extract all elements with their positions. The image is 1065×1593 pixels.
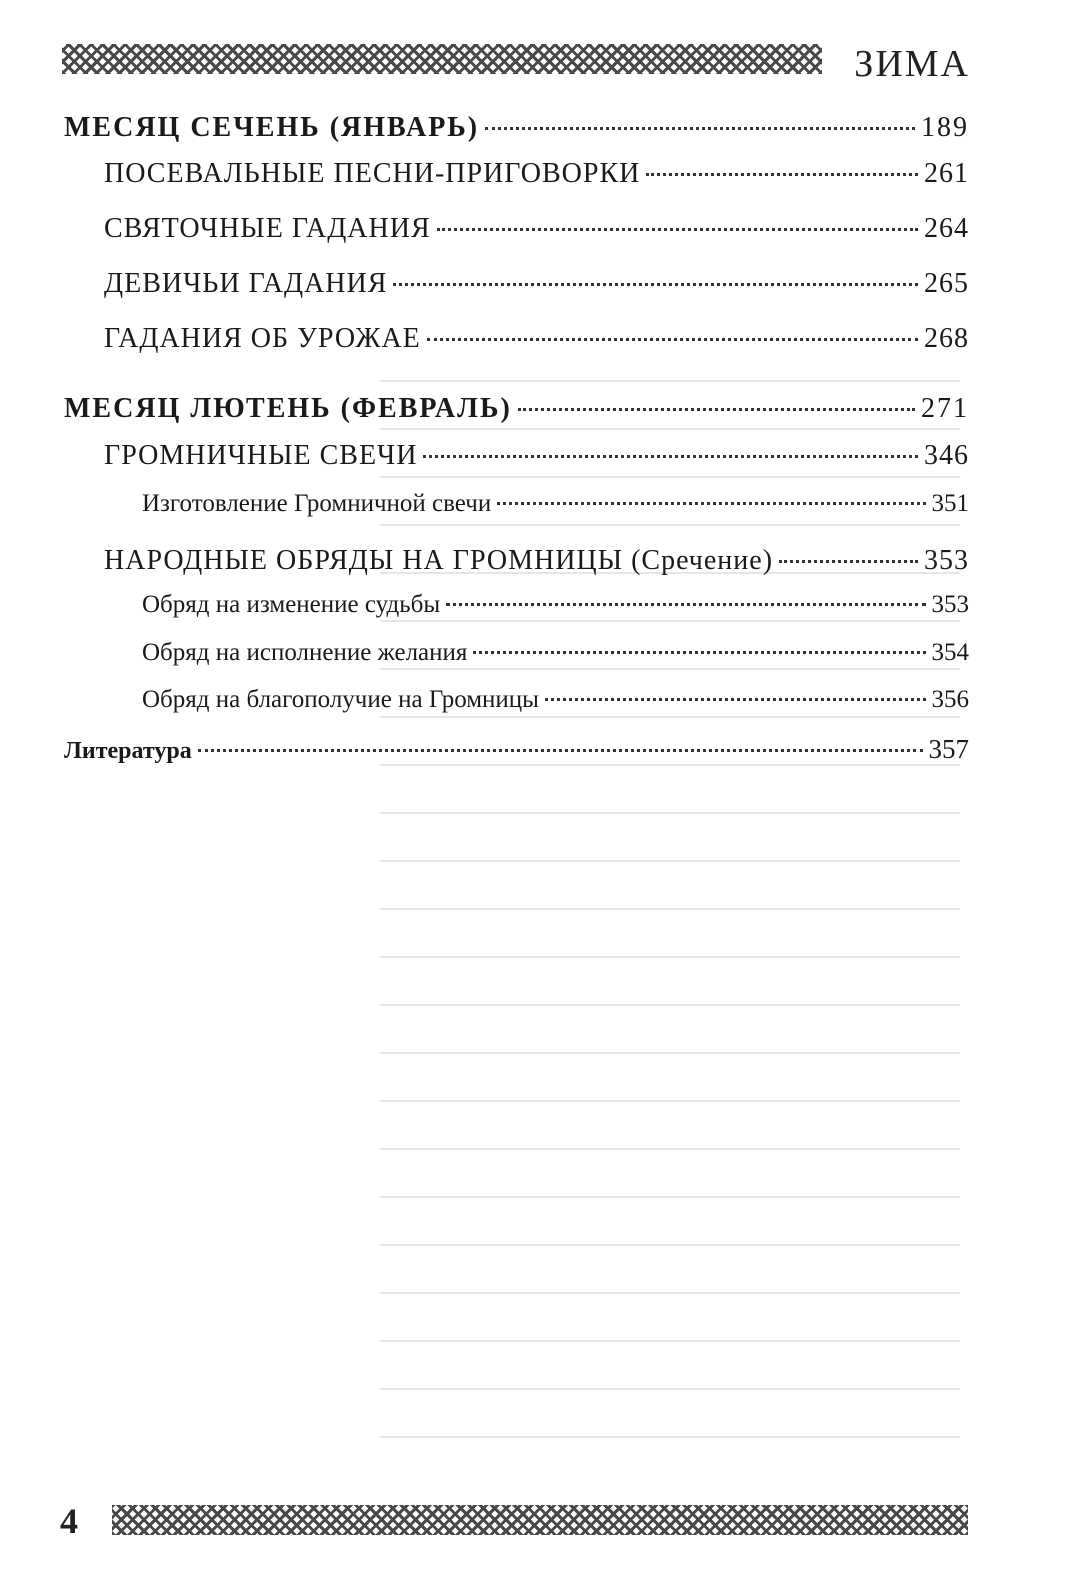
- dot-leader: [646, 173, 918, 176]
- dot-leader: [446, 603, 925, 606]
- toc-entry-label: СВЯТОЧНЫЕ ГАДАНИЯ: [104, 213, 431, 244]
- dot-leader: [779, 560, 918, 563]
- dot-leader: [437, 228, 918, 231]
- toc-entry-label: ДЕВИЧЬИ ГАДАНИЯ: [104, 268, 388, 299]
- toc-entry-page: 354: [931, 639, 969, 666]
- toc-entry-label: МЕСЯЦ СЕЧЕНЬ (ЯНВАРЬ): [64, 112, 480, 143]
- ornament-border-icon: [112, 1505, 968, 1535]
- toc-entry[interactable]: [142, 490, 969, 518]
- toc-entry[interactable]: [142, 591, 969, 619]
- toc-entry-label: ПОСЕВАЛЬНЫЕ ПЕСНИ-ПРИГОВОРКИ: [104, 158, 641, 189]
- toc-entry-page: 264: [924, 213, 969, 244]
- toc-entry-label: НАРОДНЫЕ ОБРЯДЫ НА ГРОМНИЦЫ (Сречение): [104, 545, 774, 576]
- section-title: ЗИМА: [854, 43, 970, 85]
- toc-entry[interactable]: [64, 393, 969, 425]
- toc-entry[interactable]: [104, 323, 969, 355]
- toc-entry-label: МЕСЯЦ ЛЮТЕНЬ (ФЕВРАЛЬ): [64, 393, 512, 424]
- toc-entry-page: 351: [931, 490, 969, 517]
- dot-leader: [427, 338, 918, 341]
- toc-entry-label: ГАДАНИЯ ОБ УРОЖАЕ: [104, 323, 421, 354]
- toc-entry-label: Обряд на изменение судьбы: [142, 591, 441, 618]
- toc-entry-page: 357: [928, 734, 969, 764]
- toc-entry-page: 189: [921, 112, 969, 143]
- toc-entry-page: 271: [921, 393, 969, 424]
- dot-leader: [497, 502, 925, 505]
- dot-leader: [393, 283, 918, 286]
- toc-entry[interactable]: [104, 440, 969, 472]
- page-number: 4: [60, 1501, 78, 1541]
- toc-entry-label: ГРОМНИЧНЫЕ СВЕЧИ: [104, 440, 418, 471]
- dot-leader: [485, 127, 915, 130]
- toc-entry-label: Литература: [64, 738, 192, 764]
- toc-entry-page: 265: [924, 268, 969, 299]
- toc-entry[interactable]: [104, 158, 969, 190]
- dot-leader: [423, 455, 918, 458]
- toc-entry[interactable]: [104, 268, 969, 300]
- toc-entry[interactable]: [64, 734, 969, 765]
- toc-entry[interactable]: [104, 213, 969, 245]
- dot-leader: [545, 698, 926, 701]
- toc-entry[interactable]: [142, 686, 969, 714]
- toc-entry-page: 346: [924, 440, 969, 471]
- dot-leader: [198, 749, 923, 752]
- toc-entry[interactable]: [64, 112, 969, 144]
- dot-leader: [518, 408, 915, 411]
- dot-leader: [473, 651, 925, 654]
- toc-entry-page: 356: [931, 686, 969, 713]
- toc-entry[interactable]: [142, 639, 969, 667]
- toc-entry-page: 268: [924, 323, 969, 354]
- toc-entry-label: Обряд на исполнение желания: [142, 639, 468, 666]
- toc-entry-page: 261: [924, 158, 969, 189]
- toc-entry-label: Изготовление Громничной свечи: [142, 490, 492, 517]
- toc-entry-page: 353: [931, 591, 969, 618]
- toc-entry-label: Обряд на благополучие на Громницы: [142, 686, 539, 713]
- toc-entry-page: 353: [924, 545, 969, 576]
- toc-entry[interactable]: [104, 545, 969, 577]
